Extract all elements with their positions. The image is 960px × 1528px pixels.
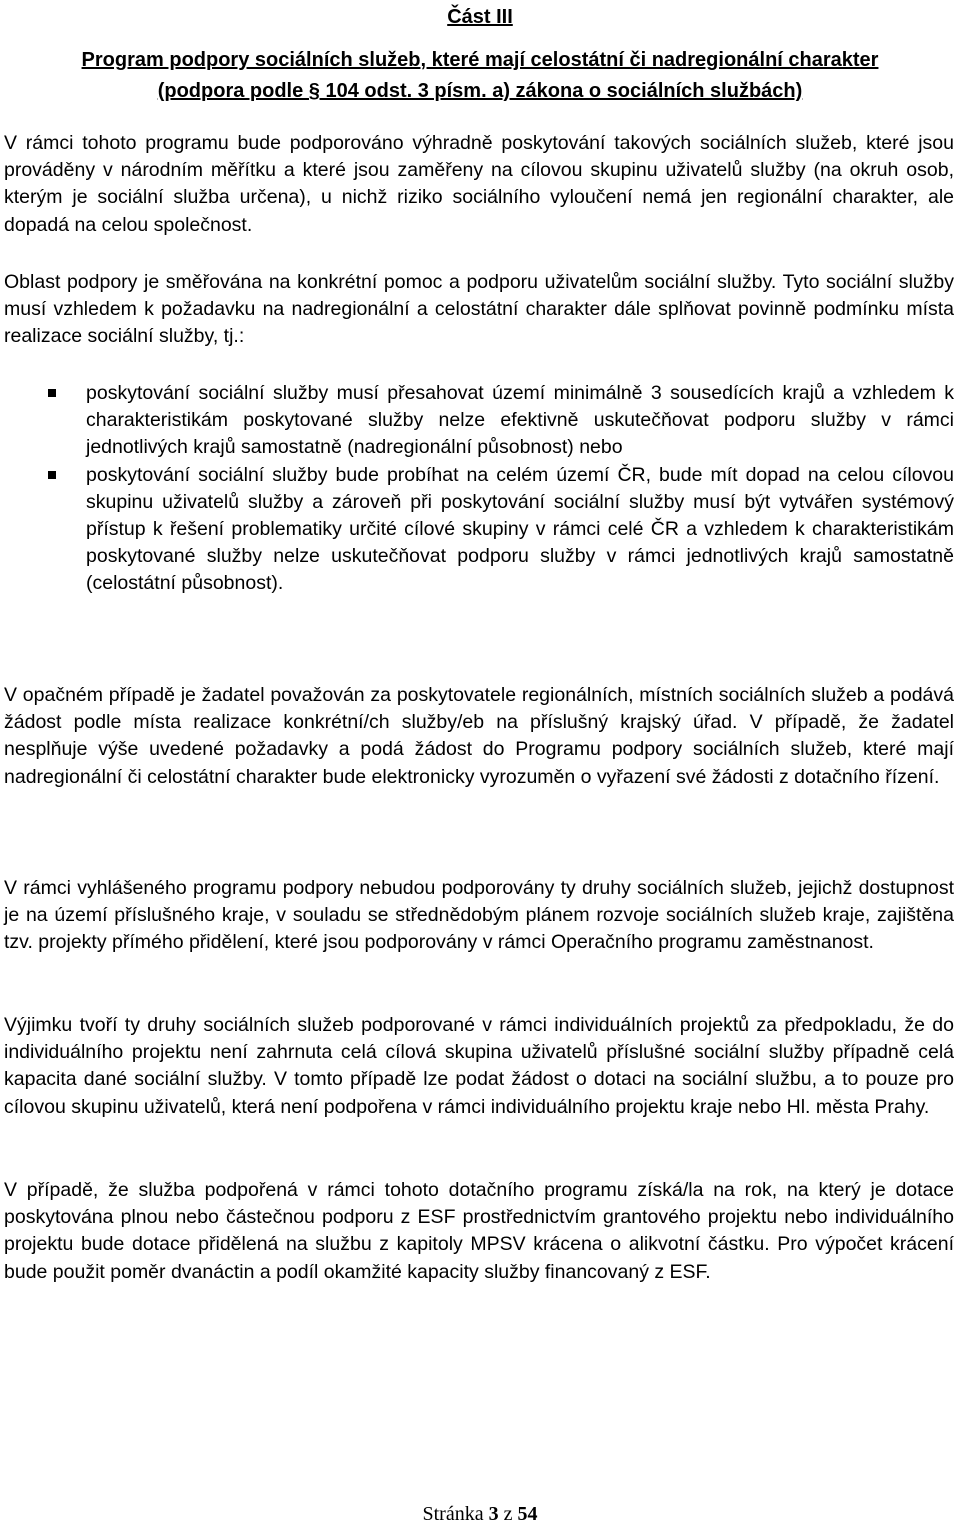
list-item-text: poskytování sociální služby musí přesahovat území minimálně 3 sousedících krajů a vzhledem k charakteristikám poskytované služby nelze efektivně uskutečňovat podporu služby v rámci jednotlivých krajů samostatně (nadregionální působnost) nebo [86, 382, 954, 459]
list-item [0, 380, 954, 462]
paragraph-exception: Výjimku tvoří ty druhy sociálních služeb podporované v rámci individuálních projektů za předpokladu, že do individuálního projektu není zahrnuta celá cílová skupina uživatelů příslušné sociální služby případně celá kapacita dané sociální služby. V tomto případě lze podat žádost o dotaci na sociální službu, a to pouze pro cílovou skupinu uživatelů, která není podpořena v rámci individuálního projektu kraje nebo Hl. města Prahy. [4, 1014, 954, 1118]
part-title: Část III [447, 6, 513, 28]
list-item [0, 462, 954, 598]
of-label: z [503, 1503, 513, 1525]
page-number: 3 [488, 1503, 499, 1525]
page-footer [0, 1502, 960, 1526]
paragraph-opposite-case: V opačném případě je žadatel považován za poskytovatele regionálních, místních sociálních služeb a podává žádost podle místa realizace konkrétní/ch služby/eb na příslušný krajský úřad. V případě, že žadatel nesplňuje výše uvedené požadavky a podá žádost do Programu podpory sociálních služeb, které mají nadregionální či celostátní charakter bude elektronicky vyrozuměn o vyřazení své žádosti z dotačního řízení. [4, 684, 954, 788]
paragraph-support-area: Oblast podpory je směřována na konkrétní pomoc a podporu uživatelům sociální služby. Tyto sociální služby musí vzhledem k požadavku na nadregionální a celostátní charakter dále splňovat povinně podmínku místa realizace sociální služby, tj.: [4, 271, 954, 348]
program-subtitle: (podpora podle § 104 odst. 3 písm. a) zákona o sociálních službách) [157, 80, 803, 102]
paragraph-not-supported: V rámci vyhlášeného programu podpory nebudou podporovány ty druhy sociálních služeb, jejichž dostupnost je na území příslušného kraje, v souladu se středněd​obým plánem rozvoje sociálních služeb kraje, zajištěna tzv. projekty přímého přidělení, které jsou podporovány v rámci Operačního programu zaměstnanost. [4, 877, 954, 954]
total-pages: 54 [517, 1503, 538, 1525]
list-item-text: poskytování sociální služby bude probíhat na celém území ČR, bude mít dopad na celou cílovou skupinu uživatelů služby a zároveň při poskytování sociální služby musí být vytvářen systémový přístup k řešení problematiky určité cílové skupiny v rámci celé ČR a vzhledem k charakteristikám poskytované služby nelze uskutečňovat podporu služby v rámci jednotlivých krajů samostatně (celostátní působnost). [86, 463, 954, 595]
paragraph-intro: V rámci tohoto programu bude podporováno výhradně poskytování takových sociálních služeb, které jsou prováděny v národním měřítku a které jsou zaměřeny na cílovou skupinu uživatelů služby (na okruh osob, kterým je sociální služba určena), u nichž riziko sociálního vyloučení nemá jen regionální charakter, ale dopadá na celou společnost. [4, 132, 954, 236]
square-bullet-icon [48, 471, 56, 479]
square-bullet-icon [48, 389, 56, 397]
conditions-list [0, 380, 960, 598]
program-title: Program podpory sociálních služeb, které mají celostátní či nadregionální charakter [81, 49, 879, 71]
page-label: Stránka [422, 1503, 484, 1525]
paragraph-esf: V případě, že služba podpořená v rámci tohoto dotačního programu získá/la na rok, na který je dotace poskytována plnou nebo částečnou podporu z ESF prostřednictvím grantového projektu nebo individuálního projektu bude dotace přidělená na službu z kapitoly MPSV krácena o alikvotní částku. Pro výpočet krácení bude použit poměr dvanáctin a podíl okamžité kapacity služby financovaný z ESF. [4, 1179, 954, 1283]
